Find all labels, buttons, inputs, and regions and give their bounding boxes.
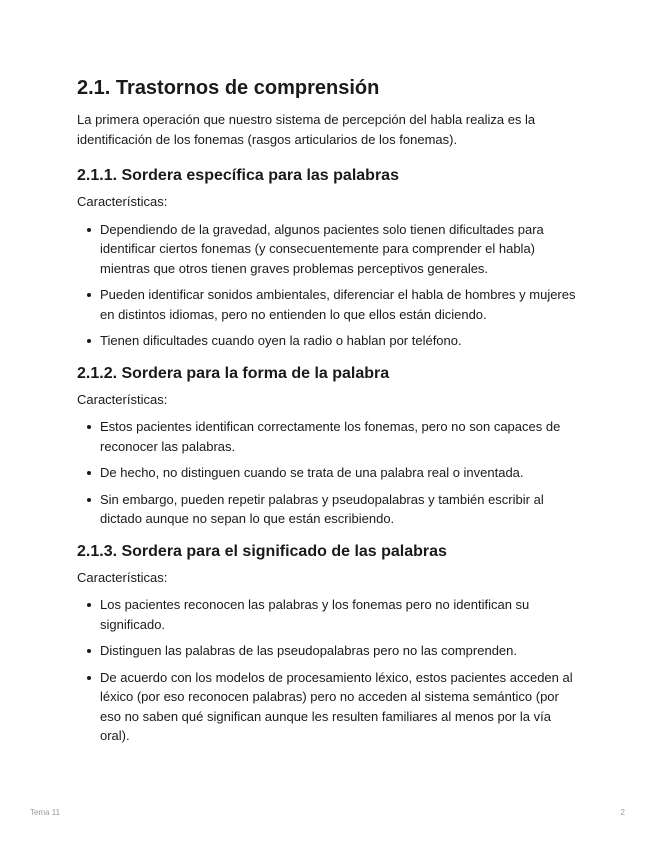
section-heading: 2.1.1. Sordera específica para las palabras: [77, 167, 399, 184]
footer-topic: Tema 11: [30, 808, 61, 817]
list-item: De hecho, no distinguen cuando se trata de una palabra real o inventada.: [100, 463, 577, 483]
section-sordera-especifica: [77, 165, 577, 351]
list-item: Los pacientes reconocen las palabras y los fonemas pero no identifican su significado.: [100, 595, 577, 634]
section-sordera-significado: [77, 541, 577, 746]
section-sordera-forma: [77, 363, 577, 529]
section-label: Características:: [77, 391, 168, 407]
bullet-list: [77, 417, 577, 529]
section-heading: 2.1.2. Sordera para la forma de la palabra: [77, 364, 390, 382]
bullet-list: [77, 220, 577, 351]
section-heading: 2.1.3. Sordera para el significado de las palabras: [77, 542, 447, 560]
section-label: Características:: [77, 194, 168, 209]
document-page: [77, 74, 577, 758]
list-item: Pueden identificar sonidos ambientales, diferenciar el habla de hombres y mujeres en distintos idiomas, pero no entienden lo que ellos están diciendo.: [100, 285, 577, 324]
list-item: De acuerdo con los modelos de procesamiento léxico, estos pacientes acceden al léxico (por eso reconocen palabras) pero no acceden al sistema semántico (por eso no saben qué significan aunque les resulten familiares al menos por la vía oral).: [100, 668, 577, 746]
list-item: Estos pacientes identifican correctamente los fonemas, pero no son capaces de reconocer las palabras.: [100, 417, 577, 456]
list-item: Distinguen las palabras de las pseudopalabras pero no las comprenden.: [100, 641, 577, 661]
intro-paragraph: La primera operación que nuestro sistema de percepción del habla realiza es la identificación de los fonemas (rasgos articularios de los fonemas).: [77, 112, 536, 147]
list-item: Sin embargo, pueden repetir palabras y pseudopalabras y también escribir al dictado aunque no sepan lo que están escribiendo.: [100, 490, 577, 529]
bullet-list: [77, 595, 577, 746]
page-number: 2: [620, 808, 625, 817]
section-label: Características:: [77, 569, 168, 585]
page-title: 2.1. Trastornos de comprensión: [77, 77, 380, 99]
list-item: Tienen dificultades cuando oyen la radio o hablan por teléfono.: [100, 331, 577, 351]
list-item: Dependiendo de la gravedad, algunos pacientes solo tienen dificultades para identificar ciertos fonemas (y consecuentemente para comprender el habla) mientras que otros tienen graves problemas perceptivos generales.: [100, 220, 577, 279]
